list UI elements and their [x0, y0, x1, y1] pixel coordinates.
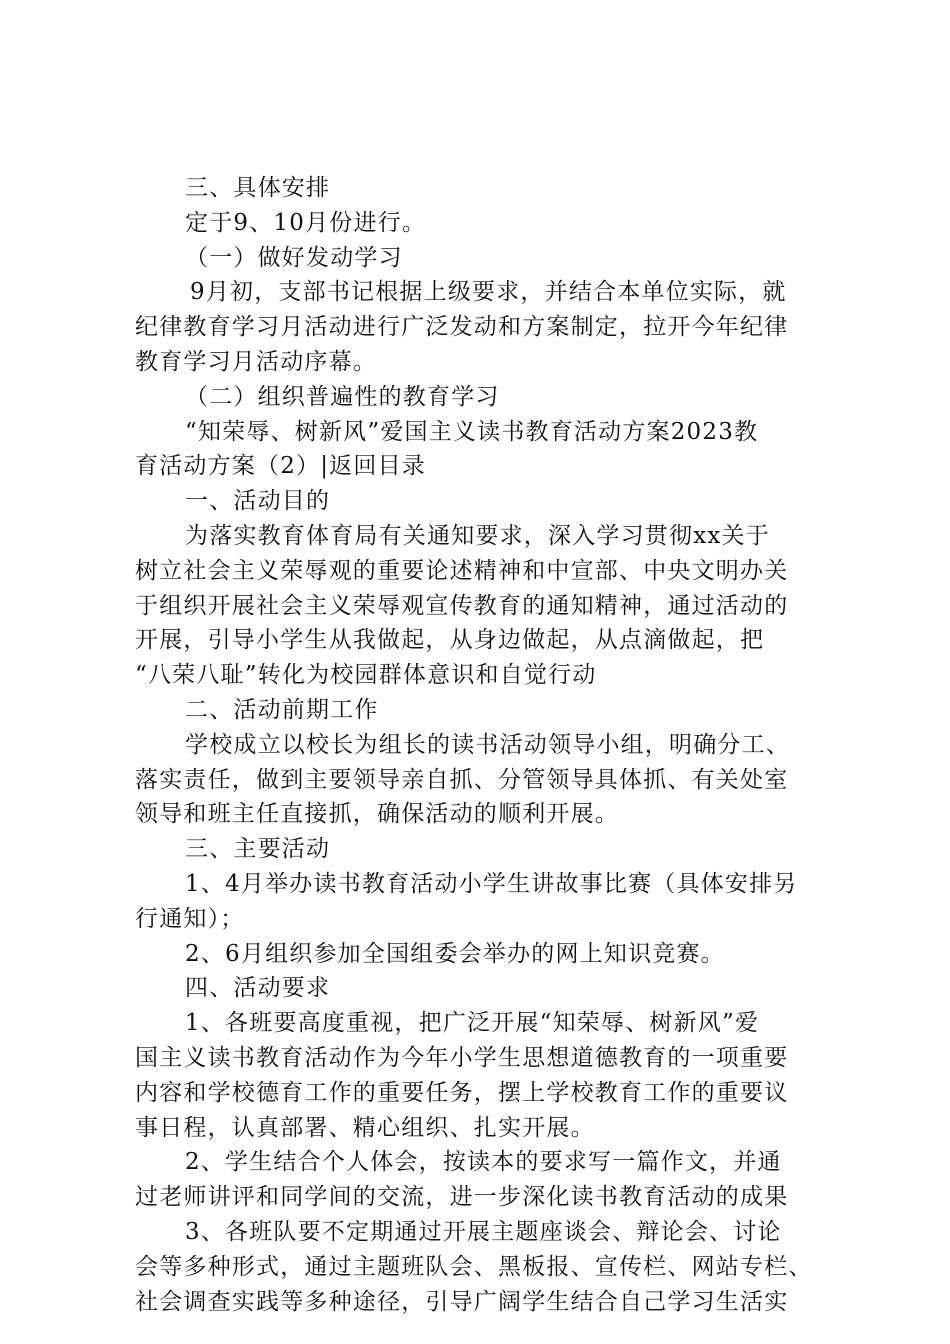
- paragraph-line: 树立社会主义荣辱观的重要论述精神和中宣部、中央文明办关: [135, 557, 789, 584]
- paragraph-line: 开展，引导小学生从我做起，从身边做起，从点滴做起，把: [135, 627, 765, 654]
- paragraph-line: 领导和班主任直接抓，确保活动的顺利开展。: [135, 801, 619, 828]
- section-heading: 三、主要活动: [185, 836, 331, 863]
- list-item: 1、各班要高度重视，把广泛开展“知荣辱、树新风”爱: [185, 1010, 760, 1037]
- list-item: 2、6月组织参加全国组委会举办的网上知识竞赛。: [185, 940, 725, 967]
- section-heading: 一、活动目的: [185, 488, 331, 515]
- section-heading: 三、具体安排: [185, 175, 331, 201]
- list-item-continuation: 会等多种形式，通过主题班队会、黑板报、宣传栏、网站专栏、: [135, 1253, 813, 1280]
- list-item-continuation: 社会调查实践等多种途径，引导广阔学生结合自己学习生活实: [135, 1288, 789, 1315]
- document-body: [135, 171, 835, 1319]
- paragraph-line: “八荣八耻”转化为校园群体意识和自觉行动: [135, 662, 597, 689]
- paragraph-line: 定于9、10月份进行。: [185, 209, 427, 236]
- list-item: 1、4月举办读书教育活动小学生讲故事比赛（具体安排另: [185, 870, 798, 897]
- paragraph-line: 为落实教育体育局有关通知要求，深入学习贯彻xx关于: [185, 522, 770, 549]
- list-item: 3、各班队要不定期通过开展主题座谈会、辩论会、讨论: [185, 1218, 782, 1245]
- document-title-line: 育活动方案（2）|返回目录: [135, 453, 426, 480]
- list-item-continuation: 过老师讲评和同学间的交流，进一步深化读书教育活动的成果: [135, 1184, 789, 1211]
- section-heading: 四、活动要求: [185, 975, 331, 1002]
- list-item-continuation: 事日程，认真部署、精心组织、扎实开展。: [135, 1114, 595, 1141]
- list-item-continuation: 行通知）；: [135, 905, 245, 932]
- paragraph-line: 教育学习月活动序幕。: [135, 348, 377, 375]
- list-item-continuation: 内容和学校德育工作的重要任务，摆上学校教育工作的重要议: [135, 1079, 789, 1106]
- subsection-heading: （一）做好发动学习: [185, 244, 403, 271]
- list-item: 2、学生结合个人体会，按读本的要求写一篇作文，并通: [185, 1149, 782, 1176]
- paragraph-line: 纪律教育学习月活动进行广泛发动和方案制定，拉开今年纪律: [135, 314, 789, 341]
- paragraph-line: 落实责任，做到主要领导亲自抓、分管领导具体抓、有关处室: [135, 766, 789, 793]
- subsection-heading: （二）组织普遍性的教育学习: [185, 383, 500, 410]
- paragraph-line: 于组织开展社会主义荣辱观宣传教育的通知精神，通过活动的: [135, 592, 789, 619]
- paragraph-line: 学校成立以校长为组长的读书活动领导小组，明确分工、: [185, 731, 790, 758]
- document-title-line: “知荣辱、树新风”爱国主义读书教育活动方案2023教: [185, 418, 759, 445]
- list-item-continuation: 国主义读书教育活动作为今年小学生思想道德教育的一项重要: [135, 1044, 789, 1071]
- paragraph-line: 9月初，支部书记根据上级要求，并结合本单位实际，就: [190, 279, 787, 306]
- section-heading: 二、活动前期工作: [185, 696, 379, 723]
